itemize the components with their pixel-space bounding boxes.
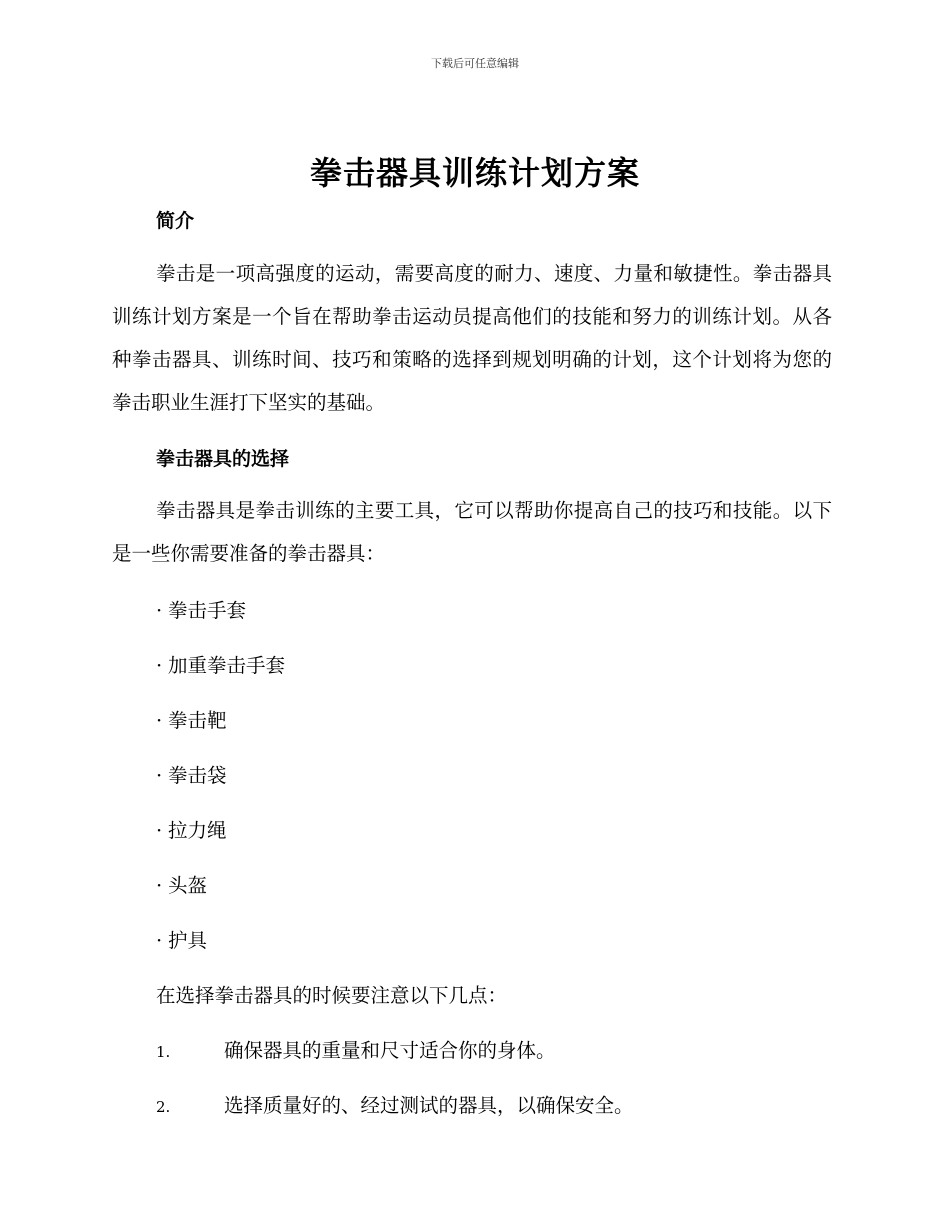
list-item-label: 拳击靶 (168, 709, 227, 732)
list-item-label: 加重拳击手套 (168, 654, 286, 677)
bullet-symbol: · (156, 599, 163, 622)
list-item-label: 拳击手套 (168, 599, 247, 622)
list-item-label: 护具 (168, 929, 208, 952)
item-number: 2. (156, 1098, 171, 1116)
list-item (156, 595, 246, 623)
section-heading-equipment: 拳击器具的选择 (156, 448, 290, 470)
numbered-item (156, 1035, 856, 1063)
list-item (156, 925, 207, 953)
item-text: 确保器具的重量和尺寸适合你的身体。 (224, 1039, 556, 1062)
bullet-symbol: · (156, 764, 163, 787)
bullet-symbol: · (156, 654, 163, 677)
equipment-paragraph: 拳击器具是拳击训练的主要工具，它可以帮助你提高自己的技巧和技能。以下是一些你需要准备的拳击器具： (112, 499, 832, 565)
list-item (156, 705, 227, 733)
numbered-item (156, 1090, 856, 1118)
bullet-symbol: · (156, 874, 163, 897)
list-item-label: 头盔 (168, 874, 208, 897)
section-heading-intro: 简介 (156, 210, 195, 232)
bullet-symbol: · (156, 929, 163, 952)
page-header: 下载后可任意编辑 (431, 57, 519, 70)
list-item (156, 870, 207, 898)
intro-paragraph: 拳击是一项高强度的运动，需要高度的耐力、速度、力量和敏捷性。拳击器具训练计划方案是一个旨在帮助拳击运动员提高他们的技能和努力的训练计划。从各种拳击器具、训练时间、技巧和策略的选择到规划明确的计划，这个计划将为您的拳击职业生涯打下坚实的基础。 (112, 262, 832, 414)
bullet-symbol: · (156, 709, 163, 732)
list-item (156, 815, 227, 843)
item-text: 选择质量好的、经过测试的器具，以确保安全。 (224, 1094, 634, 1117)
list-item-label: 拉力绳 (168, 819, 227, 842)
list-item (156, 650, 285, 678)
item-number: 1. (156, 1043, 171, 1061)
list-item (156, 760, 227, 788)
list-item-label: 拳击袋 (168, 764, 227, 787)
bullet-symbol: · (156, 819, 163, 842)
notes-intro: 在选择拳击器具的时候要注意以下几点： (156, 984, 508, 1007)
document-title: 拳击器具训练计划方案 (309, 154, 640, 192)
